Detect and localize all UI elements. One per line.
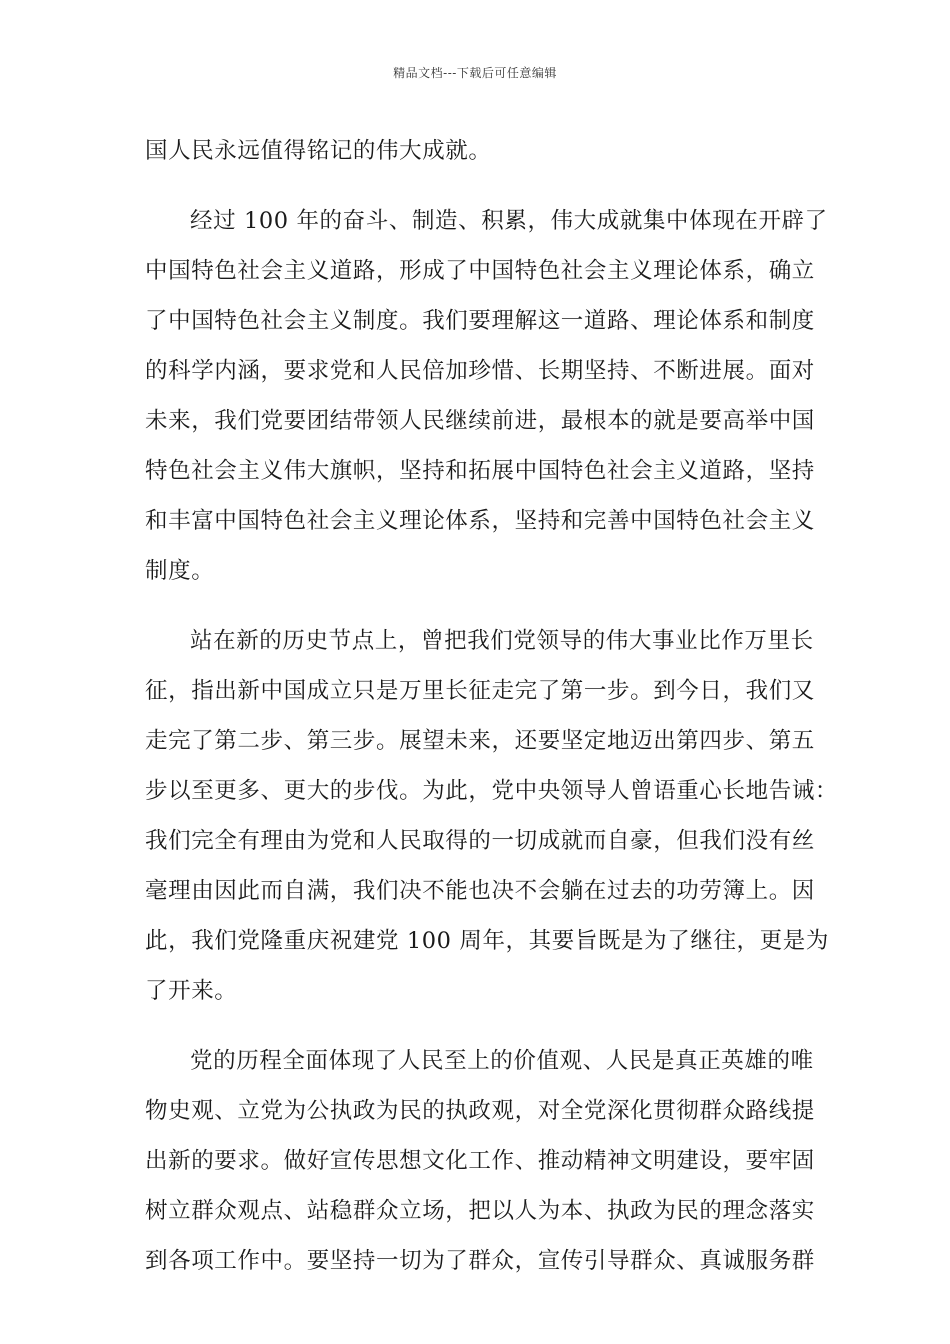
text-line: 了中国特色社会主义制度。我们要理解这一道路、理论体系和制度	[145, 308, 815, 334]
text-line: 此，我们党隆重庆祝建党 100 周年，其要旨既是为了继往，更是为	[145, 928, 829, 954]
text-line: 出新的要求。做好宣传思想文化工作、推动精神文明建设，要牢固	[145, 1148, 815, 1174]
paragraph-long-march	[145, 616, 839, 1016]
text-line: 制度。	[145, 558, 215, 584]
text-line: 站在新的历史节点上，曾把我们党领导的伟大事业比作万里长	[190, 628, 814, 654]
text-line: 的科学内涵，要求党和人民倍加珍惜、长期坚持、不断进展。面对	[145, 358, 815, 384]
text-line: 了开来。	[145, 978, 238, 1004]
text-line: 和丰富中国特色社会主义理论体系，坚持和完善中国特色社会主义	[145, 508, 815, 534]
text-line: 物史观、立党为公执政为民的执政观，对全党深化贯彻群众路线提	[145, 1098, 815, 1124]
page-header: 精品文档---下载后可任意编辑	[393, 66, 557, 80]
text-line: 未来，我们党要团结带领人民继续前进，最根本的就是要高举中国	[145, 408, 815, 434]
text-line: 中国特色社会主义道路，形成了中国特色社会主义理论体系，确立	[145, 258, 815, 284]
text-line: 国人民永远值得铭记的伟大成就。	[145, 138, 492, 164]
text-line: 毫理由因此而自满，我们决不能也决不会躺在过去的功劳簿上。因	[145, 878, 815, 904]
text-line: 到各项工作中。要坚持一切为了群众，宣传引导群众、真诚服务群	[145, 1248, 815, 1274]
text-line: 征，指出新中国成立只是万里长征走完了第一步。到今日，我们又	[145, 678, 815, 704]
paragraph-continuation	[145, 126, 810, 176]
text-line: 我们完全有理由为党和人民取得的一切成就而自豪，但我们没有丝	[145, 828, 815, 854]
text-line: 树立群众观点、站稳群众立场，把以人为本、执政为民的理念落实	[145, 1198, 815, 1224]
text-line: 走完了第二步、第三步。展望未来，还要坚定地迈出第四步、第五	[145, 728, 815, 754]
text-line: 党的历程全面体现了人民至上的价值观、人民是真正英雄的唯	[190, 1048, 814, 1074]
text-line: 特色社会主义伟大旗帜，坚持和拓展中国特色社会主义道路，坚持	[145, 458, 815, 484]
paragraph-people-first	[145, 1036, 815, 1286]
paragraph-achievements	[145, 196, 828, 596]
document-body	[145, 126, 839, 1286]
text-line: 步以至更多、更大的步伐。为此，党中央领导人曾语重心长地告诫：	[145, 778, 839, 804]
text-line: 经过 100 年的奋斗、制造、积累，伟大成就集中体现在开辟了	[190, 208, 828, 234]
